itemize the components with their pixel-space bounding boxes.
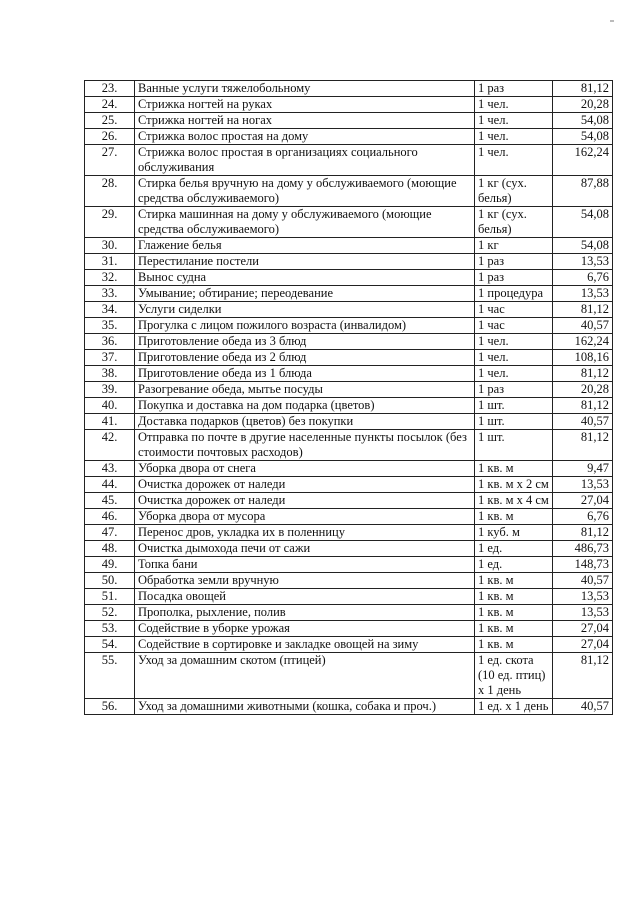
row-number: 31. <box>85 254 135 270</box>
service-name: Разогревание обеда, мытье посуды <box>135 382 475 398</box>
table-row <box>85 461 613 477</box>
unit-of-measure: 1 кв. м <box>475 509 553 525</box>
service-name: Ванные услуги тяжелобольному <box>135 81 475 97</box>
service-name: Стрижка волос простая на дому <box>135 129 475 145</box>
table-row <box>85 366 613 382</box>
unit-of-measure: 1 кг <box>475 238 553 254</box>
unit-of-measure: 1 ед. скота (10 ед. птиц) х 1 день <box>475 653 553 699</box>
unit-of-measure: 1 процедура <box>475 286 553 302</box>
price: 20,28 <box>553 382 613 398</box>
table-row <box>85 637 613 653</box>
price: 54,08 <box>553 129 613 145</box>
unit-of-measure: 1 шт. <box>475 414 553 430</box>
service-name: Стрижка волос простая в организациях социального обслуживания <box>135 145 475 176</box>
price: 81,12 <box>553 525 613 541</box>
service-name: Прополка, рыхление, полив <box>135 605 475 621</box>
row-number: 54. <box>85 637 135 653</box>
service-name: Прогулка с лицом пожилого возраста (инвалидом) <box>135 318 475 334</box>
row-number: 33. <box>85 286 135 302</box>
service-name: Стрижка ногтей на руках <box>135 97 475 113</box>
table-row <box>85 97 613 113</box>
price: 40,57 <box>553 414 613 430</box>
price: 27,04 <box>553 637 613 653</box>
row-number: 29. <box>85 207 135 238</box>
price: 81,12 <box>553 653 613 699</box>
table-row <box>85 477 613 493</box>
service-name: Приготовление обеда из 2 блюд <box>135 350 475 366</box>
row-number: 39. <box>85 382 135 398</box>
price: 13,53 <box>553 254 613 270</box>
unit-of-measure: 1 чел. <box>475 97 553 113</box>
table-row <box>85 270 613 286</box>
row-number: 27. <box>85 145 135 176</box>
price: 162,24 <box>553 145 613 176</box>
service-name: Стирка белья вручную на дому у обслуживаемого (моющие средства обслуживаемого) <box>135 176 475 207</box>
row-number: 43. <box>85 461 135 477</box>
unit-of-measure: 1 чел. <box>475 113 553 129</box>
price: 81,12 <box>553 430 613 461</box>
price: 6,76 <box>553 509 613 525</box>
price: 27,04 <box>553 493 613 509</box>
unit-of-measure: 1 ед. <box>475 541 553 557</box>
unit-of-measure: 1 раз <box>475 254 553 270</box>
price: 81,12 <box>553 366 613 382</box>
tariff-table <box>84 80 613 715</box>
unit-of-measure: 1 чел. <box>475 334 553 350</box>
service-name: Покупка и доставка на дом подарка (цветов) <box>135 398 475 414</box>
price: 162,24 <box>553 334 613 350</box>
unit-of-measure: 1 чел. <box>475 129 553 145</box>
unit-of-measure: 1 кг (сух. белья) <box>475 207 553 238</box>
row-number: 46. <box>85 509 135 525</box>
unit-of-measure: 1 шт. <box>475 430 553 461</box>
service-name: Услуги сиделки <box>135 302 475 318</box>
price: 13,53 <box>553 286 613 302</box>
row-number: 30. <box>85 238 135 254</box>
unit-of-measure: 1 кв. м <box>475 573 553 589</box>
service-name: Приготовление обеда из 3 блюд <box>135 334 475 350</box>
service-name: Обработка земли вручную <box>135 573 475 589</box>
row-number: 50. <box>85 573 135 589</box>
unit-of-measure: 1 кв. м х 4 см <box>475 493 553 509</box>
unit-of-measure: 1 кв. м <box>475 621 553 637</box>
table-row <box>85 334 613 350</box>
row-number: 40. <box>85 398 135 414</box>
service-name: Уборка двора от мусора <box>135 509 475 525</box>
unit-of-measure: 1 час <box>475 302 553 318</box>
table-row <box>85 525 613 541</box>
row-number: 35. <box>85 318 135 334</box>
table-row <box>85 207 613 238</box>
row-number: 28. <box>85 176 135 207</box>
price: 13,53 <box>553 477 613 493</box>
price: 486,73 <box>553 541 613 557</box>
row-number: 34. <box>85 302 135 318</box>
table-row <box>85 699 613 715</box>
service-name: Очистка дымохода печи от сажи <box>135 541 475 557</box>
table-row <box>85 318 613 334</box>
service-name: Топка бани <box>135 557 475 573</box>
unit-of-measure: 1 ед. <box>475 557 553 573</box>
unit-of-measure: 1 кв. м х 2 см <box>475 477 553 493</box>
table-row <box>85 605 613 621</box>
table-row <box>85 414 613 430</box>
table-row <box>85 254 613 270</box>
table-row <box>85 509 613 525</box>
service-name: Уборка двора от снега <box>135 461 475 477</box>
row-number: 48. <box>85 541 135 557</box>
row-number: 24. <box>85 97 135 113</box>
table-row <box>85 286 613 302</box>
price: 81,12 <box>553 302 613 318</box>
service-name: Перестилание постели <box>135 254 475 270</box>
service-name: Приготовление обеда из 1 блюда <box>135 366 475 382</box>
price: 87,88 <box>553 176 613 207</box>
unit-of-measure: 1 кв. м <box>475 605 553 621</box>
row-number: 56. <box>85 699 135 715</box>
table-row <box>85 81 613 97</box>
row-number: 32. <box>85 270 135 286</box>
unit-of-measure: 1 чел. <box>475 350 553 366</box>
table-row <box>85 589 613 605</box>
unit-of-measure: 1 кв. м <box>475 637 553 653</box>
table-row <box>85 621 613 637</box>
price: 148,73 <box>553 557 613 573</box>
tariff-table-body <box>85 81 613 715</box>
table-row <box>85 129 613 145</box>
unit-of-measure: 1 кв. м <box>475 589 553 605</box>
price: 9,47 <box>553 461 613 477</box>
price: 40,57 <box>553 699 613 715</box>
row-number: 23. <box>85 81 135 97</box>
unit-of-measure: 1 раз <box>475 270 553 286</box>
price: 6,76 <box>553 270 613 286</box>
service-name: Уход за домашними животными (кошка, собака и проч.) <box>135 699 475 715</box>
price: 54,08 <box>553 113 613 129</box>
table-row <box>85 398 613 414</box>
table-row <box>85 113 613 129</box>
table-row <box>85 557 613 573</box>
service-name: Умывание; обтирание; переодевание <box>135 286 475 302</box>
row-number: 37. <box>85 350 135 366</box>
price: 54,08 <box>553 238 613 254</box>
service-name: Стирка машинная на дому у обслуживаемого (моющие средства обслуживаемого) <box>135 207 475 238</box>
row-number: 47. <box>85 525 135 541</box>
row-number: 51. <box>85 589 135 605</box>
unit-of-measure: 1 раз <box>475 382 553 398</box>
unit-of-measure: 1 час <box>475 318 553 334</box>
service-name: Содействие в сортировке и закладке овощей на зиму <box>135 637 475 653</box>
service-name: Вынос судна <box>135 270 475 286</box>
price: 13,53 <box>553 605 613 621</box>
price: 27,04 <box>553 621 613 637</box>
price: 54,08 <box>553 207 613 238</box>
row-number: 44. <box>85 477 135 493</box>
table-row <box>85 653 613 699</box>
table-row <box>85 302 613 318</box>
table-row <box>85 541 613 557</box>
table-row <box>85 382 613 398</box>
service-name: Перенос дров, укладка их в поленницу <box>135 525 475 541</box>
unit-of-measure: 1 чел. <box>475 145 553 176</box>
table-row <box>85 176 613 207</box>
unit-of-measure: 1 раз <box>475 81 553 97</box>
service-name: Очистка дорожек от наледи <box>135 493 475 509</box>
service-name: Глажение белья <box>135 238 475 254</box>
service-name: Отправка по почте в другие населенные пункты посылок (без стоимости почтовых расходов) <box>135 430 475 461</box>
row-number: 38. <box>85 366 135 382</box>
row-number: 41. <box>85 414 135 430</box>
row-number: 42. <box>85 430 135 461</box>
row-number: 26. <box>85 129 135 145</box>
row-number: 36. <box>85 334 135 350</box>
table-row <box>85 430 613 461</box>
table-row <box>85 573 613 589</box>
service-name: Доставка подарков (цветов) без покупки <box>135 414 475 430</box>
unit-of-measure: 1 кв. м <box>475 461 553 477</box>
price: 108,16 <box>553 350 613 366</box>
row-number: 52. <box>85 605 135 621</box>
unit-of-measure: 1 чел. <box>475 366 553 382</box>
table-row <box>85 493 613 509</box>
row-number: 53. <box>85 621 135 637</box>
unit-of-measure: 1 кг (сух. белья) <box>475 176 553 207</box>
unit-of-measure: 1 шт. <box>475 398 553 414</box>
unit-of-measure: 1 куб. м <box>475 525 553 541</box>
price: 81,12 <box>553 398 613 414</box>
service-name: Стрижка ногтей на ногах <box>135 113 475 129</box>
row-number: 55. <box>85 653 135 699</box>
scan-mark <box>610 20 614 22</box>
row-number: 49. <box>85 557 135 573</box>
row-number: 45. <box>85 493 135 509</box>
service-name: Посадка овощей <box>135 589 475 605</box>
table-row <box>85 145 613 176</box>
service-name: Содействие в уборке урожая <box>135 621 475 637</box>
service-name: Очистка дорожек от наледи <box>135 477 475 493</box>
price: 81,12 <box>553 81 613 97</box>
service-name: Уход за домашним скотом (птицей) <box>135 653 475 699</box>
price: 20,28 <box>553 97 613 113</box>
price: 40,57 <box>553 318 613 334</box>
row-number: 25. <box>85 113 135 129</box>
unit-of-measure: 1 ед. х 1 день <box>475 699 553 715</box>
table-row <box>85 238 613 254</box>
price: 13,53 <box>553 589 613 605</box>
price: 40,57 <box>553 573 613 589</box>
table-row <box>85 350 613 366</box>
